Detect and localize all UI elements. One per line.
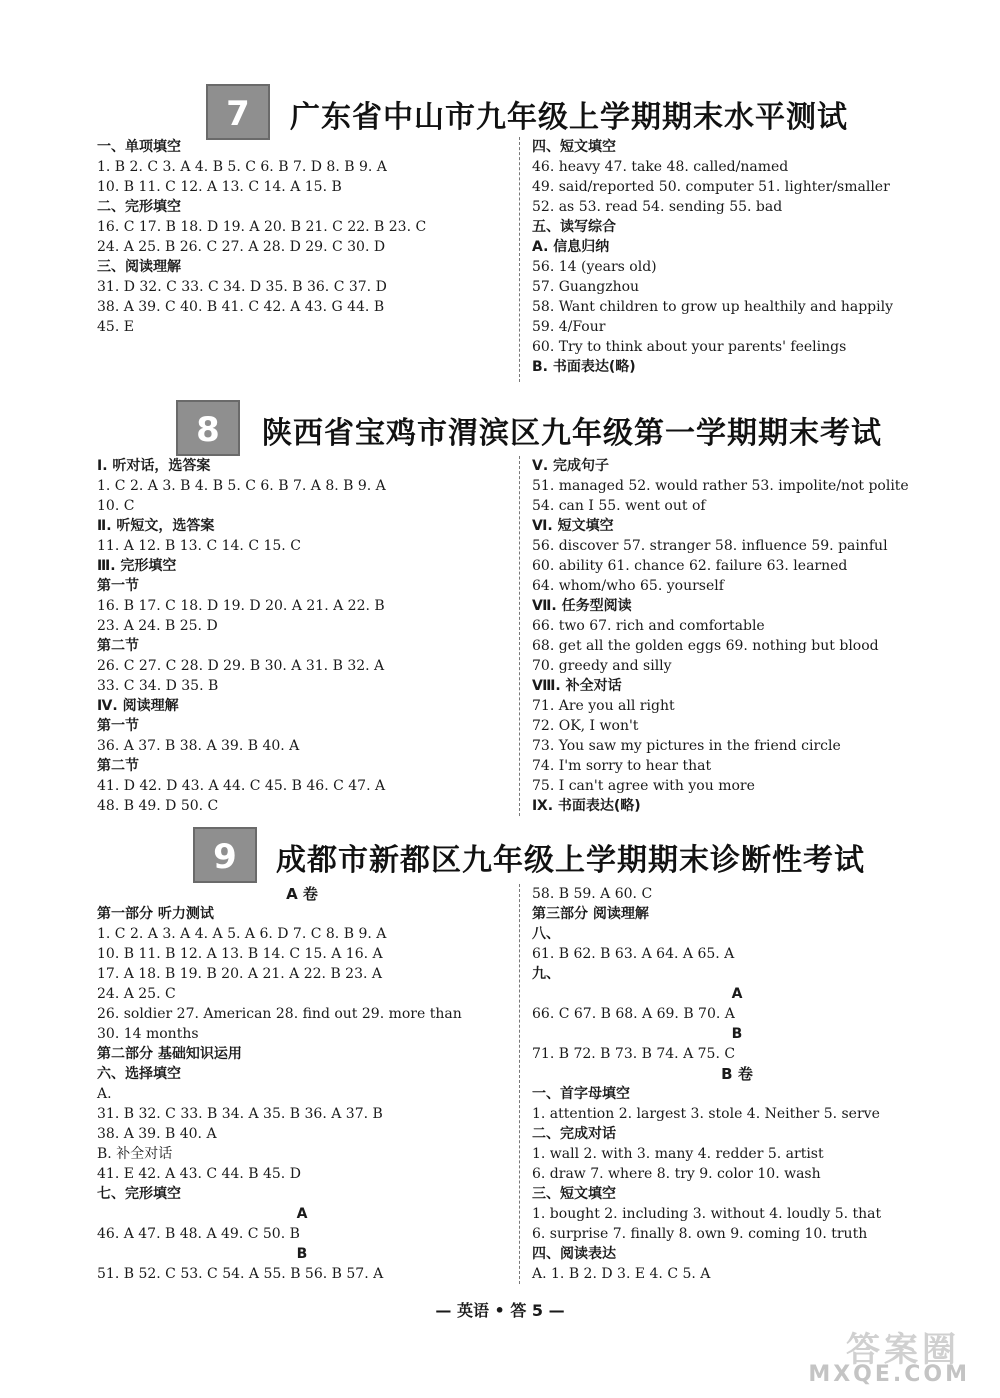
- section-label: 八、: [532, 926, 560, 942]
- answer-line: 73. You saw my pictures in the friend circle: [532, 738, 841, 754]
- answer-line: 46. heavy 47. take 48. called/named: [532, 159, 789, 175]
- answer-line: 31. B 32. C 33. B 34. A 35. B 36. A 37. B: [97, 1106, 383, 1122]
- answer-line: 58. Want children to grow up healthily and happily: [532, 299, 894, 315]
- answer-line: 60. ability 61. chance 62. failure 63. learned: [532, 558, 848, 574]
- section-label: 第一部分 听力测试: [97, 906, 214, 922]
- answer-line: 30. 14 months: [97, 1026, 199, 1042]
- section-label: A 卷: [286, 885, 318, 903]
- section-label: 二、完成对话: [532, 1126, 616, 1142]
- section-label: 一、单项填空: [97, 139, 181, 155]
- section-8-left-column: [97, 456, 386, 816]
- answer-line: 74. I'm sorry to hear that: [532, 758, 712, 774]
- section-label: 一、首字母填空: [532, 1086, 630, 1102]
- section-title: 陕西省宝鸡市渭滨区九年级第一学期期末考试: [262, 416, 882, 451]
- section-label: B: [296, 1246, 308, 1262]
- section-9-header: [0, 823, 1000, 893]
- answer-line: 64. whom/who 65. yourself: [532, 578, 724, 594]
- column-divider: [519, 884, 520, 1284]
- section-label: A. 信息归纳: [532, 239, 610, 255]
- answer-line: 11. A 12. B 13. C 14. C 15. C: [97, 538, 301, 554]
- section-label: 三、阅读理解: [97, 259, 181, 275]
- column-divider: [519, 456, 520, 816]
- answer-line: 66. two 67. rich and comfortable: [532, 618, 765, 634]
- section-7-right-column: [532, 137, 893, 377]
- section-9-right-column: [532, 884, 942, 1284]
- answer-line: 72. OK, I won't: [532, 718, 639, 734]
- section-label: B: [731, 1026, 743, 1042]
- answer-line: 38. A 39. C 40. B 41. C 42. A 43. G 44. B: [97, 299, 385, 315]
- answer-line: 54. can I 55. went out of: [532, 498, 706, 514]
- answer-line: 36. A 37. B 38. A 39. B 40. A: [97, 738, 300, 754]
- section-9-left-column: [97, 884, 507, 1284]
- section-label: 第一节: [97, 718, 139, 734]
- answer-line: 10. B 11. B 12. A 13. B 14. C 15. A 16. A: [97, 946, 383, 962]
- answer-line: 61. B 62. B 63. A 64. A 65. A: [532, 946, 735, 962]
- answer-line: 60. Try to think about your parents' feelings: [532, 339, 847, 355]
- section-label: 六、选择填空: [97, 1066, 181, 1082]
- answer-line: 51. managed 52. would rather 53. impolite/not polite: [532, 478, 909, 494]
- answer-line: 58. B 59. A 60. C: [532, 886, 653, 902]
- section-number-badge: 7: [206, 84, 270, 140]
- section-label: 第三部分 阅读理解: [532, 906, 649, 922]
- answer-line: B. 补全对话: [97, 1146, 173, 1162]
- answer-line: 71. B 72. B 73. B 74. A 75. C: [532, 1046, 736, 1062]
- answer-line: 48. B 49. D 50. C: [97, 798, 219, 814]
- section-label: 七、完形填空: [97, 1186, 181, 1202]
- answer-line: 16. C 17. B 18. D 19. A 20. B 21. C 22. B 23. C: [97, 219, 427, 235]
- section-label: Ⅳ. 阅读理解: [97, 698, 179, 714]
- section-label: Ⅸ. 书面表达(略): [532, 798, 641, 814]
- section-label: Ⅷ. 补全对话: [532, 678, 622, 694]
- answer-line: 17. A 18. B 19. B 20. A 21. A 22. B 23. A: [97, 966, 383, 982]
- answer-line: 41. D 42. D 43. A 44. C 45. B 46. C 47. A: [97, 778, 386, 794]
- answer-line: A.: [97, 1086, 112, 1102]
- section-title: 成都市新都区九年级上学期期末诊断性考试: [276, 843, 865, 878]
- answer-line: 56. 14 (years old): [532, 259, 657, 275]
- section-label: 第一节: [97, 578, 139, 594]
- answer-line: 57. Guangzhou: [532, 279, 640, 295]
- answer-line: 24. A 25. C: [97, 986, 176, 1002]
- section-label: A: [296, 1206, 308, 1222]
- section-label: Ⅵ. 短文填空: [532, 518, 614, 534]
- answer-line: 52. as 53. read 54. sending 55. bad: [532, 199, 783, 215]
- answer-line: 10. B 11. C 12. A 13. C 14. A 15. B: [97, 179, 342, 195]
- section-label: 九、: [532, 966, 560, 982]
- section-label: Ⅲ. 完形填空: [97, 558, 177, 574]
- answer-line: 1. C 2. A 3. B 4. B 5. C 6. B 7. A 8. B 9. A: [97, 478, 386, 494]
- section-label: Ⅱ. 听短文，选答案: [97, 518, 215, 534]
- section-number-badge: 8: [176, 400, 240, 456]
- answer-line: 41. E 42. A 43. C 44. B 45. D: [97, 1166, 301, 1182]
- answer-line: 1. B 2. C 3. A 4. B 5. C 6. B 7. D 8. B 9. A: [97, 159, 387, 175]
- answer-line: 70. greedy and silly: [532, 658, 672, 674]
- section-label: 第二节: [97, 638, 139, 654]
- answer-line: 31. D 32. C 33. C 34. D 35. B 36. C 37. D: [97, 279, 387, 295]
- watermark-url: MXQE.COM: [808, 1362, 970, 1387]
- section-label: 二、完形填空: [97, 199, 181, 215]
- section-label: Ⅴ. 完成句子: [532, 458, 610, 474]
- section-title: 广东省中山市九年级上学期期末水平测试: [290, 100, 848, 135]
- answer-line: 6. draw 7. where 8. try 9. color 10. wash: [532, 1166, 821, 1182]
- answer-line: 24. A 25. B 26. C 27. A 28. D 29. C 30. D: [97, 239, 386, 255]
- section-label: A: [731, 986, 743, 1002]
- answer-line: 38. A 39. B 40. A: [97, 1126, 217, 1142]
- section-8-right-column: [532, 456, 909, 816]
- answer-line: 56. discover 57. stranger 58. influence 59. painful: [532, 538, 888, 554]
- section-label: Ⅶ. 任务型阅读: [532, 598, 632, 614]
- answer-line: 1. attention 2. largest 3. stole 4. Neither 5. serve: [532, 1106, 880, 1122]
- section-label: B. 书面表达(略): [532, 359, 636, 375]
- answer-line: 71. Are you all right: [532, 698, 675, 714]
- answer-line: 45. E: [97, 319, 134, 335]
- answer-line: 66. C 67. B 68. A 69. B 70. A: [532, 1006, 735, 1022]
- section-label: 五、读写综合: [532, 219, 616, 235]
- answer-line: 49. said/reported 50. computer 51. lighter/smaller: [532, 179, 890, 195]
- answer-line: 46. A 47. B 48. A 49. C 50. B: [97, 1226, 300, 1242]
- answer-line: 33. C 34. D 35. B: [97, 678, 219, 694]
- section-label: B 卷: [721, 1065, 753, 1083]
- column-divider: [519, 137, 520, 382]
- answer-line: 59. 4/Four: [532, 319, 606, 335]
- section-label: 第二节: [97, 758, 139, 774]
- answer-line: 75. I can't agree with you more: [532, 778, 755, 794]
- watermark-logo: 答案圈: [846, 1330, 960, 1370]
- section-number-badge: 9: [193, 827, 257, 883]
- section-label: 四、阅读表达: [532, 1246, 616, 1262]
- answer-line: 1. wall 2. with 3. many 4. redder 5. artist: [532, 1146, 824, 1162]
- section-label: Ⅰ. 听对话，选答案: [97, 458, 211, 474]
- section-label: 三、短文填空: [532, 1186, 616, 1202]
- answer-line: 16. B 17. C 18. D 19. D 20. A 21. A 22. B: [97, 598, 385, 614]
- answer-line: 6. surprise 7. finally 8. own 9. coming 10. truth: [532, 1226, 868, 1242]
- answer-line: 26. C 27. C 28. D 29. B 30. A 31. B 32. A: [97, 658, 385, 674]
- answer-line: 51. B 52. C 53. C 54. A 55. B 56. B 57. A: [97, 1266, 384, 1282]
- answer-line: 1. bought 2. including 3. without 4. loudly 5. that: [532, 1206, 882, 1222]
- answer-line: 10. C: [97, 498, 135, 514]
- answer-line: 1. C 2. A 3. A 4. A 5. A 6. D 7. C 8. B 9. A: [97, 926, 387, 942]
- answer-line: 26. soldier 27. American 28. find out 29. more than: [97, 1006, 462, 1022]
- section-label: 第二部分 基础知识运用: [97, 1046, 242, 1062]
- answer-line: 68. get all the golden eggs 69. nothing but blood: [532, 638, 879, 654]
- answer-line: A. 1. B 2. D 3. E 4. C 5. A: [532, 1266, 711, 1282]
- page-footer: — 英语 • 答 5 —: [435, 1301, 565, 1320]
- answer-line: 23. A 24. B 25. D: [97, 618, 218, 634]
- section-label: 四、短文填空: [532, 139, 616, 155]
- section-7-left-column: [97, 137, 426, 337]
